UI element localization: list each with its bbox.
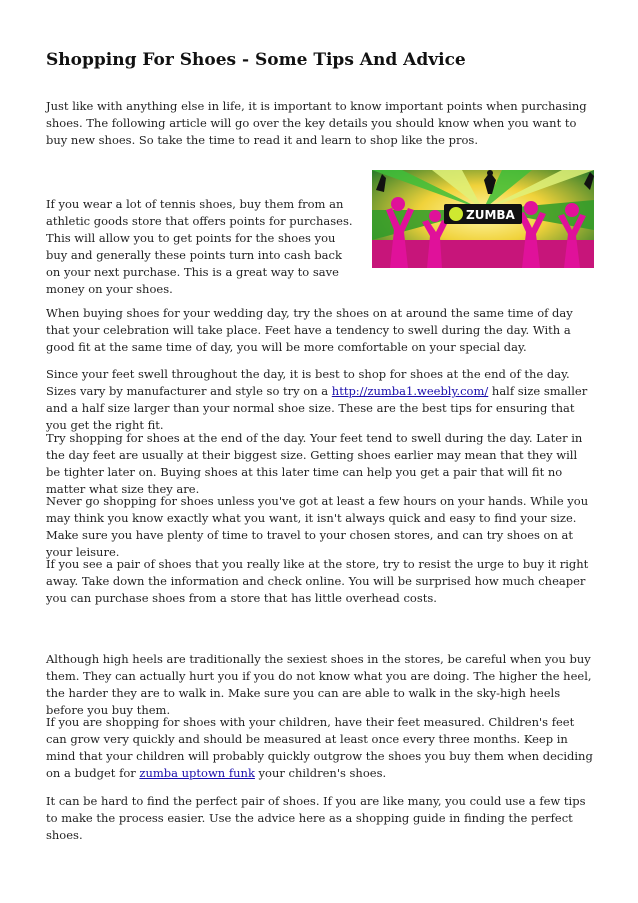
- paragraph-text: Since your feet swell throughout the day, it is best to shop for shoes at the end of the day. Sizes vary by manufacturer and style so try on a: [46, 367, 570, 398]
- paragraph-hours: Never go shopping for shoes unless you've got at least a few hours on your hands. While you may think you know exactly what you want, it isn't always quick and easy to find your size. Make sure you have plenty of time to travel to your chosen stores, and can try shoes on at your leisure.: [46, 494, 589, 559]
- paragraph-wedding: When buying shoes for your wedding day, try the shoes on at around the same time of day that your celebration will take place. Feet have a tendency to swell during the day. With a good fit at the same time of day, you will be more comfortable on your special day.: [46, 306, 573, 354]
- paragraph-tennis-shoes: If you wear a lot of tennis shoes, buy them from an athletic goods store that offers points for purchases. This will allow you to get points for the shoes you buy and generally these points turn into cash back on your next purchase. This is a great way to save money on your shoes.: [46, 197, 353, 296]
- paragraph-text: half size smaller and a half size larger than your normal shoe size. These are the best tips for ensuring that you get the right fit.: [46, 384, 588, 432]
- paragraph-end-of-day: Try shopping for shoes at the end of the day. Your feet tend to swell during the day. Later in the day feet are usually at their biggest size. Getting shoes earlier may mean that they will be tighter later on. Buying shoes at this later time can help you get a pair that will fit no matter what size they are.: [46, 431, 583, 496]
- page-title: Shopping For Shoes - Some Tips And Advice: [46, 50, 466, 70]
- zumba-dance-image: [372, 170, 594, 268]
- paragraph-intro: Just like with anything else in life, it is important to know important points when purchasing shoes. The following article will go over the key details you should know when you want to buy new shoes. So take the time to read it and learn to shop like the pros.: [46, 99, 587, 147]
- paragraph-high-heels: Although high heels are traditionally the sexiest shoes in the stores, be careful when you buy them. They can actually hurt you if you do not know what you are doing. The higher the heel, the harder they are to walk in. Make sure you can are able to walk in the sky-high heels before you buy them.: [46, 652, 592, 717]
- paragraph-text: If you are shopping for shoes with your children, have their feet measured. Children's feet can grow very quickly and should be measured at least once every three months. Keep in mind that your children will probably quickly outgrow the shoes you buy them when deciding on a budget for: [46, 715, 593, 780]
- paragraph-resist-urge: If you see a pair of shoes that you really like at the store, try to resist the urge to buy it right away. Take down the information and check online. You will be surprised how much cheaper you can purchase shoes from a store that has little overhead costs.: [46, 557, 589, 605]
- zumba-dance-illustration: [372, 170, 594, 268]
- zumba-weebly-link[interactable]: http://zumba1.weebly.com/: [331, 384, 489, 398]
- paragraph-conclusion: It can be hard to find the perfect pair of shoes. If you are like many, you could use a few tips to make the process easier. Use the advice here as a shopping guide in finding the perfect shoes.: [46, 794, 586, 842]
- paragraph-children: [46, 714, 594, 782]
- paragraph-swelling: [46, 366, 594, 434]
- paragraph-text: your children's shoes.: [254, 766, 387, 780]
- zumba-logo-text: ZUMBA: [466, 208, 515, 222]
- zumba-uptown-funk-link[interactable]: zumba uptown funk: [139, 766, 255, 780]
